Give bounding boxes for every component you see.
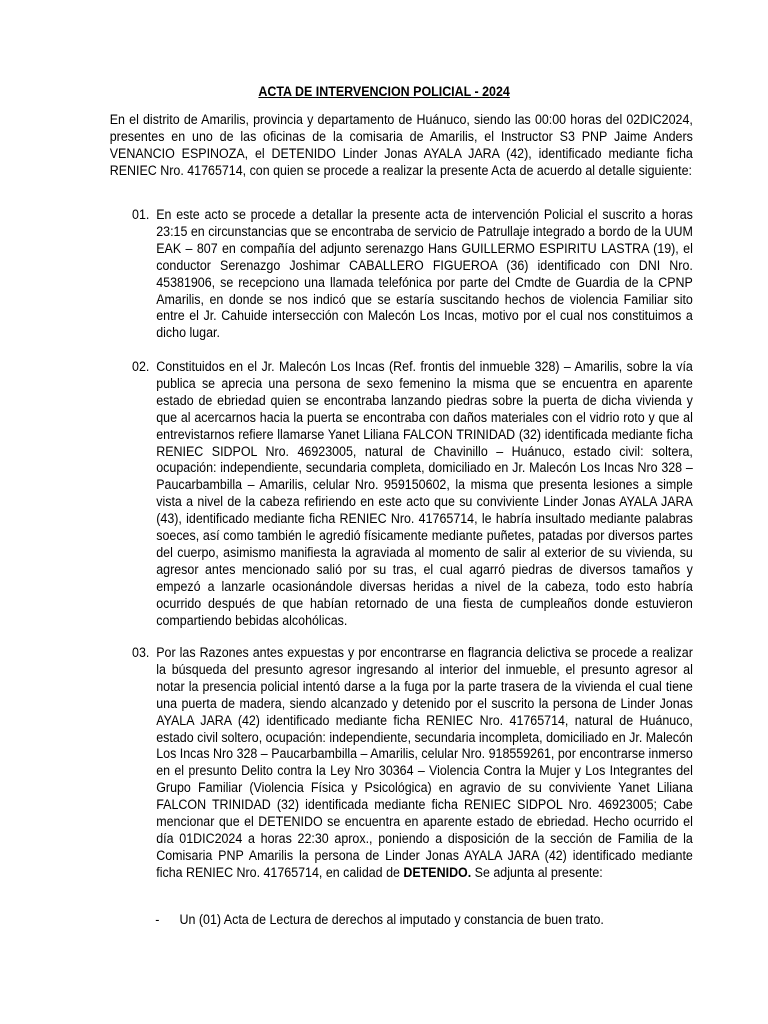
numbered-item bbox=[132, 207, 693, 342]
detenido-bold: DETENIDO. bbox=[403, 864, 472, 880]
item-text-after: Se adjunta al presente: bbox=[471, 864, 603, 880]
item-text: Constituidos en el Jr. Malecón Los Incas (Ref. frontis del inmueble 328) – Amarilis, sobre la vía publica se aprecia una persona de sexo femenino la misma que se encuentra en aparente estado de ebriedad quien se encontraba lanzando piedras sobre la puerta de dicha vivienda y que al acercarnos hacia la puerta se encontraba con daños materiales con el vidrio roto y que al entrevistarnos refiere llamarse Yanet Liliana FALCON TRINIDAD (32) identificada mediante ficha RENIEC SIDPOL Nro. 46923005, natural de Chavinillo – Huánuco, estado civil: soltera, ocupación: independiente, secundaria completa, domiciliado en Jr. Malecón Los Incas Nro 328 – Paucarbambilla – Amarilis, celular Nro. 959150602, la misma que presenta lesiones a simple vista a nivel de la cabeza refiriendo en este acto que su conviviente Linder Jonas AYALA JARA (43), identificado mediante ficha RENIEC Nro. 41765714, le habría insultado mediante palabras soeces, así como también le agredió físicamente mediante puñetes, patadas por diversos partes del cuerpo, asimismo manifiesta la agraviada al momento de salir al exterior de su vivienda, su agresor antes mencionado salió por su tras, el cual agarró piedras de diversos tamaños y empezó a lanzarle ocasionándole diversas heridas a nivel de la cabeza, todo esto habría ocurrido después de que habían retornado de una fiesta de cumpleaños donde estuvieron compartiendo bebidas alcohólicas. bbox=[156, 359, 693, 628]
item-number: 03. bbox=[132, 645, 150, 660]
numbered-item bbox=[132, 359, 693, 630]
numbered-item bbox=[132, 645, 693, 882]
document-title: ACTA DE INTERVENCION POLICIAL - 2024 bbox=[258, 84, 510, 99]
bullet-item bbox=[155, 912, 693, 929]
bullet-text: Un (01) Acta de Lectura de derechos al imputado y constancia de buen trato. bbox=[179, 912, 604, 927]
bullet-dash: - bbox=[155, 912, 160, 927]
item-number: 01. bbox=[132, 207, 150, 222]
item-number: 02. bbox=[132, 359, 150, 374]
item-text: Por las Razones antes expuestas y por encontrarse en flagrancia delictiva se procede a realizar la búsqueda del presunto agresor ingresando al interior del inmueble, el presunto agresor al notar la presencia policial intentó darse a la fuga por la parte trasera de la vivienda el cual tiene una puerta de madera, siendo alcanzado y detenido por el suscrito la persona de Linder Jonas AYALA JARA (42) identificado mediante ficha RENIEC Nro. 41765714, natural de Huánuco, estado civil soltero, ocupación: independiente, secundaria incompleta, domiciliado en Jr. Malecón Los Incas Nro 328 – Paucarbambilla – Amarilis, celular Nro. 918559261, por encontrarse inmerso en el presunto Delito contra la Ley Nro 30364 – Violencia Contra la Mujer y Los Integrantes del Grupo Familiar (Violencia Física y Psicológica) en agravio de su conviviente Yanet Liliana FALCON TRINIDAD (32) identificada mediante ficha RENIEC SIDPOL Nro. 46923005; Cabe mencionar que el DETENIDO se encuentra en aparente estado de ebriedad. Hecho ocurrido el día 01DIC2024 a horas 22:30 aprox., poniendo a disposición de la sección de Familia de la Comisaria PNP Amarilis la persona de Linder Jonas AYALA JARA (42) identificado mediante ficha RENIEC Nro. 41765714, en calidad de bbox=[156, 645, 693, 880]
item-text-container bbox=[156, 645, 693, 882]
intro-paragraph: En el distrito de Amarilis, provincia y departamento de Huánuco, siendo las 00:00 horas del 02DIC2024, presentes en uno de las oficinas de la comisaria de Amarilis, el Instructor S3 PNP Jaime Anders VENANCIO ESPINOZA, el DETENIDO Linder Jonas AYALA JARA (42), identificado mediante ficha RENIEC Nro. 41765714, con quien se procede a realizar la presente Acta de acuerdo al detalle siguiente: bbox=[109, 112, 693, 178]
item-text: En este acto se procede a detallar la presente acta de intervención Policial el suscrito a horas 23:15 en circunstancias que se encontraba de servicio de Patrullaje integrado a bordo de la UUM EAK – 807 en compañía del adjunto serenazgo Hans GUILLERMO ESPIRITU LASTRA (19), el conductor Serenazgo Joshimar CABALLERO FIGUEROA (36) identificado con DNI Nro. 45381906, se recepciono una llamada telefónica por parte del Cmdte de Guardia de la CPNP Amarilis, en donde se nos indicó que se estaría suscitando hechos de violencia Familiar sito entre el Jr. Cahuide intersección con Malecón Los Incas, motivo por el cual nos constituimos a dicho lugar. bbox=[156, 207, 693, 341]
